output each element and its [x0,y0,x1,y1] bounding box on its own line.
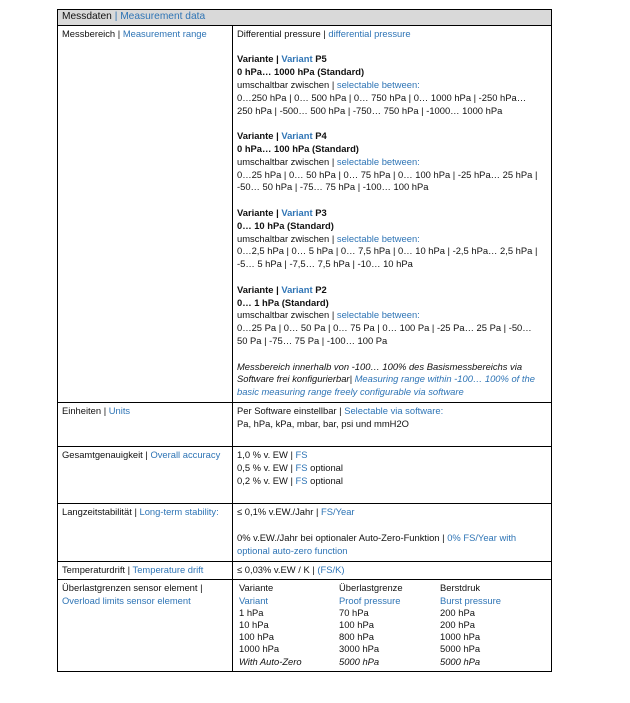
overload-header-de [237,582,548,594]
variant-options-line: -50… 50 hPa | -75… 75 hPa | -100… 100 hPa [237,181,429,193]
label-temperature-drift: Temperaturdrift | Temperature drift [58,561,233,580]
col-header: Überlastgrenze [339,582,403,594]
label-de: Langzeitstabilität [62,506,132,518]
table-row: With Auto-Zero 5000 hPa 5000 hPa [239,655,481,667]
note-de: Messbereich innerhalb von -100… 100% des Basismessbereichs via Software frei konfigurierbar [237,360,523,385]
row-measurement-range [58,25,552,402]
row-overload-limits [58,580,552,671]
variant-heading: Variante | Variant P3 [237,206,327,218]
label-de: Überlastgrenzen sensor element [62,582,198,594]
table-row: 100 hPa 800 hPa 1000 hPa [239,631,481,643]
table-title-de: Messdaten [62,11,112,22]
accuracy-line: 1,0 % v. EW | FS [237,449,308,461]
table-row: 1 hPa 70 hPa 200 hPa [239,606,475,618]
label-units: Einheiten | Units [58,402,233,446]
stability-line-de: ≤ 0,1% v.EW./Jahr [237,506,314,518]
label-de: Gesamtgenauigkeit [62,449,143,461]
label-en: Measurement range [122,27,207,39]
table-row: 10 hPa 100 hPa 200 hPa [239,619,475,631]
variant-switchable: umschaltbar zwischen | selectable between: [237,155,420,167]
table-row: 1000 hPa 3000 hPa 5000 hPa [239,643,481,655]
col-header: Burst pressure [440,594,501,606]
range-intro: Differential pressure | differential pressure [237,27,411,39]
variant-standard: 0 hPa… 100 hPa (Standard) [237,142,359,154]
col-header: Proof pressure [339,594,401,606]
range-note [237,361,548,399]
label-de: Temperaturdrift [62,563,126,575]
label-en: Overload limits sensor element [62,595,191,607]
drift-en: (FS/K) [317,563,345,575]
value-overload-limits [233,580,552,671]
variant-switchable: umschaltbar zwischen | selectable between: [237,309,420,321]
value-temperature-drift: ≤ 0,03% v.EW / K | (FS/K) [233,561,552,580]
intro-de: Differential pressure [237,27,321,39]
drift-de: ≤ 0,03% v.EW / K [237,563,310,575]
variant-block [237,207,548,271]
overload-table [237,582,548,667]
value-measurement-range [233,25,552,402]
variant-standard: 0… 10 hPa (Standard) [237,219,334,231]
intro-en: differential pressure [328,27,411,39]
value-long-term-stability: ≤ 0,1% v.EW./Jahr | FS/Year 0% v.EW./Jahr bei optionaler Auto-Zero-Funktion | 0% FS/Year with optional auto-zero function [233,504,552,561]
variant-options-line: 0…25 hPa | 0… 50 hPa | 0… 75 hPa | 0… 100 hPa | -25 hPa… 25 hPa | [237,168,538,180]
variant-block [237,284,548,348]
units-list: Pa, hPa, kPa, mbar, bar, psi und mmH2O [237,417,409,429]
variant-standard: 0… 1 hPa (Standard) [237,296,329,308]
units-line-en: Selectable via software: [344,404,444,416]
label-de: Einheiten [62,404,102,416]
variant-options-line: 0…250 hPa | 0… 500 hPa | 0… 750 hPa | 0… 1000 hPa | -250 hPa… [237,91,527,103]
label-overload-limits [58,580,233,671]
variant-heading: Variante | Variant P2 [237,283,327,295]
variant-options-line: 50 Pa | -75… 75 Pa | -100… 100 Pa [237,334,388,346]
variant-block [237,130,548,194]
label-measurement-range: Messbereich | Measurement range [58,25,233,402]
variant-standard: 0 hPa… 1000 hPa (Standard) [237,66,365,78]
overload-header-en [237,595,548,607]
table-title-en: Measurement data [120,11,206,22]
auto-zero-de: 0% v.EW./Jahr bei optionaler Auto-Zero-Funktion [237,532,440,544]
label-en: Long-term stability: [139,506,219,518]
variant-block [237,53,548,117]
variant-options-line: 250 hPa | -500… 500 hPa | -750… 750 hPa | -1000… 1000 hPa [237,104,503,116]
row-long-term-stability [58,504,552,561]
row-temperature-drift [58,561,552,580]
value-units: Per Software einstellbar | Selectable via software: Pa, hPa, kPa, mbar, bar, psi und mmH2O [233,402,552,446]
variant-options-line: -5… 5 hPa | -7,5… 7,5 hPa | -10… 10 hPa [237,258,413,270]
col-header: Variante [239,582,274,594]
variant-heading: Variante | Variant P5 [237,53,327,65]
row-units [58,402,552,446]
variant-heading: Variante | Variant P4 [237,130,327,142]
label-en: Temperature drift [132,563,204,575]
label-overall-accuracy: Gesamtgenauigkeit | Overall accuracy [58,447,233,504]
row-overall-accuracy [58,447,552,504]
measurement-data-table [57,9,552,672]
note-separator: | [349,373,352,385]
label-long-term-stability: Langzeitstabilität | Long-term stability: [58,504,233,561]
note-en: Measuring range within -100… 100% of the basic measuring range freely configurable via software [237,373,535,398]
label-de: Messbereich [62,27,116,39]
variant-options-line: 0…2,5 hPa | 0… 5 hPa | 0… 7,5 hPa | 0… 10 hPa | -2,5 hPa… 2,5 hPa | [237,245,538,257]
variant-options-line: 0…25 Pa | 0… 50 Pa | 0… 75 Pa | 0… 100 Pa | -25 Pa… 25 Pa | -50… [237,322,532,334]
table-header-row [58,10,552,26]
accuracy-line: 0,5 % v. EW | FS optional [237,462,343,474]
table-title-separator: | [114,11,118,22]
variant-switchable: umschaltbar zwischen | selectable between: [237,232,420,244]
col-header: Variant [239,594,269,606]
auto-zero-en: 0% FS/Year with optional auto-zero function [237,532,517,556]
variant-switchable: umschaltbar zwischen | selectable between: [237,78,420,90]
units-line-de: Per Software einstellbar [237,404,337,416]
col-header: Berstdruk [440,582,481,594]
label-en: Overall accuracy [150,449,221,461]
label-en: Units [108,404,131,416]
label-separator: | [200,582,203,594]
table-title [58,10,552,26]
value-overall-accuracy [233,447,552,504]
stability-line-en: FS/Year [321,506,355,518]
accuracy-line: 0,2 % v. EW | FS optional [237,474,343,486]
